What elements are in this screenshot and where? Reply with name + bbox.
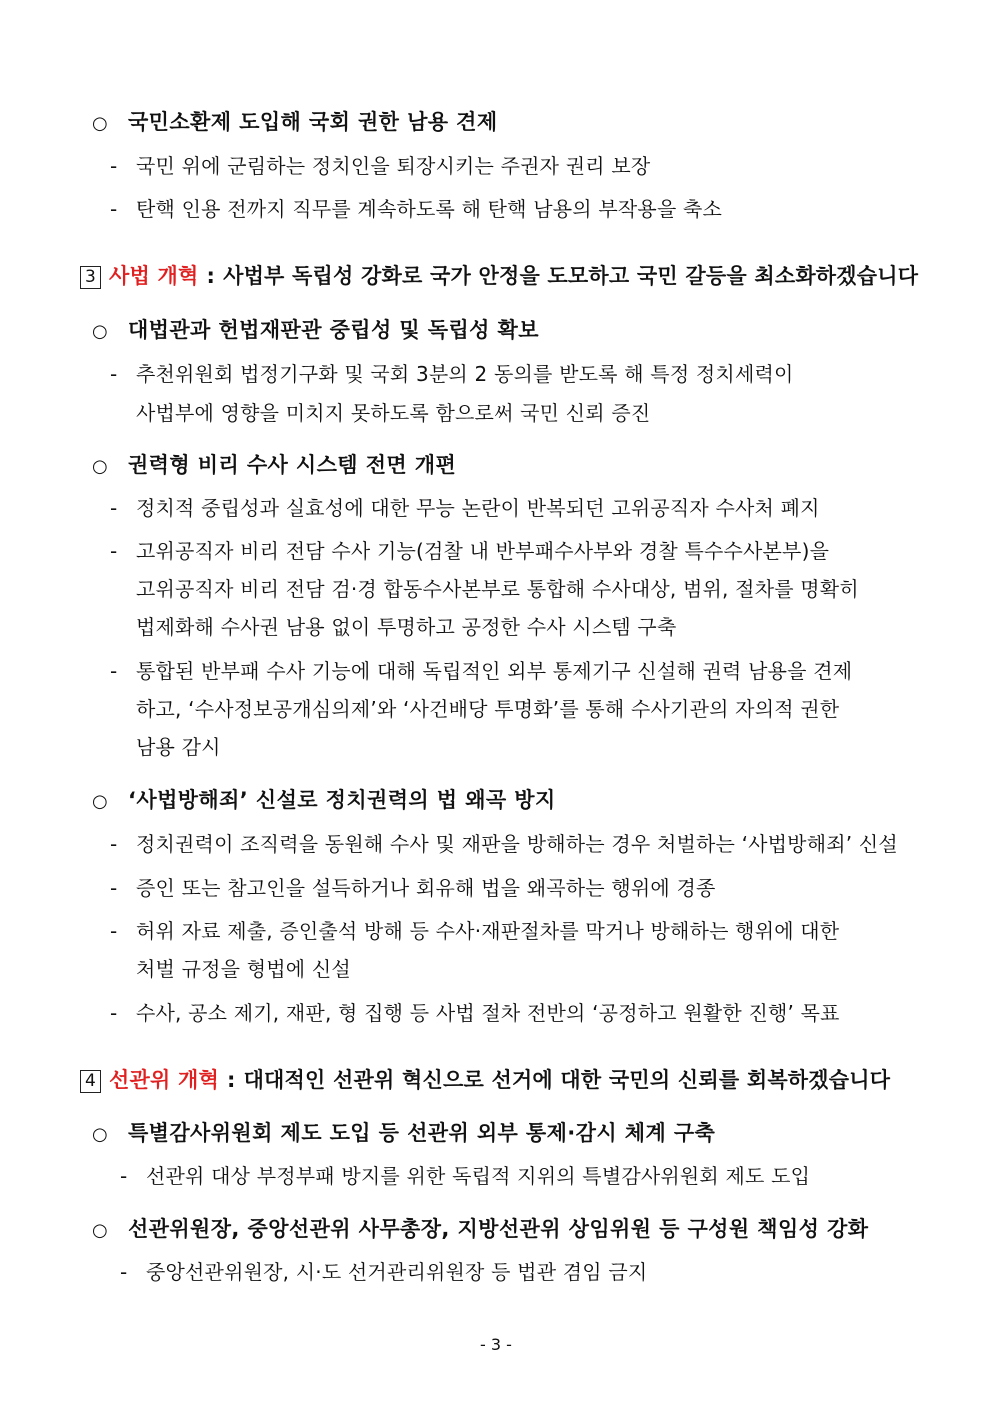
intro-heading-text: 국민소환제 도입해 국회 권한 남용 견제	[128, 110, 498, 134]
list-item-text: 중앙선관위원장, 시·도 선거관리위원장 등 법관 겸임 금지	[146, 1260, 648, 1284]
dash-bullet-icon: -	[120, 1260, 128, 1284]
circle-bullet-icon: ○	[92, 1220, 109, 1241]
section-number-box: 4	[80, 1070, 101, 1093]
list-item	[110, 915, 839, 944]
list-item-text: 국민 위에 군림하는 정치인을 퇴장시키는 주권자 권리 보장	[136, 154, 651, 178]
dash-bullet-icon: -	[110, 539, 118, 563]
circle-bullet-icon: ○	[92, 1124, 109, 1145]
dash-bullet-icon: -	[110, 876, 118, 900]
s3-heading-2-text: 권력형 비리 수사 시스템 전면 개편	[128, 453, 457, 477]
list-item-continuation: 하고, ‘수사정보공개심의제’와 ‘사건배당 투명화’를 통해 수사기관의 자의적 권한	[136, 697, 840, 721]
list-item-text: 추천위원회 법정기구화 및 국회 3분의 2 동의를 받도록 해 특정 정치세력이	[136, 362, 794, 386]
list-item-text: 선관위 대상 부정부패 방지를 위한 독립적 지위의 특별감사위원회 제도 도입	[146, 1164, 811, 1188]
list-item-continuation: 고위공직자 비리 전담 검·경 합동수사본부로 통합해 수사대상, 범위, 절차를 명확히	[136, 577, 859, 601]
list-item-continuation: 남용 감시	[136, 735, 221, 759]
dash-bullet-icon: -	[120, 1164, 128, 1188]
section-3-title: 사법 개혁	[109, 264, 199, 288]
list-item	[120, 1256, 647, 1285]
circle-bullet-icon: ○	[92, 321, 109, 342]
list-item	[110, 492, 820, 521]
list-item	[110, 655, 852, 684]
list-item-continuation: 법제화해 수사권 남용 없이 투명하고 공정한 수사 시스템 구축	[136, 615, 677, 639]
s3-heading-3-text: ‘사법방해죄’ 신설로 정치권력의 법 왜곡 방지	[128, 788, 556, 812]
dash-bullet-icon: -	[110, 154, 118, 178]
dash-bullet-icon: -	[110, 197, 118, 221]
s4-heading-2-text: 선관위원장, 중앙선관위 사무총장, 지방선관위 상임위원 등 구성원 책임성 강화	[128, 1217, 869, 1241]
list-item	[110, 872, 716, 901]
list-item-text: 정치권력이 조직력을 동원해 수사 및 재판을 방해하는 경우 처벌하는 ‘사법방해죄’ 신설	[136, 832, 898, 856]
list-item	[110, 997, 840, 1026]
dash-bullet-icon: -	[110, 1001, 118, 1025]
dash-bullet-icon: -	[110, 832, 118, 856]
section-3-heading	[80, 260, 918, 290]
list-item-text: 통합된 반부패 수사 기능에 대해 독립적인 외부 통제기구 신설해 권력 남용을 견제	[136, 659, 853, 683]
dash-bullet-icon: -	[110, 496, 118, 520]
list-item-continuation: 처벌 규정을 형법에 신설	[136, 957, 351, 981]
section-4-subtitle: 대대적인 선관위 혁신으로 선거에 대한 국민의 신뢰를 회복하겠습니다	[243, 1068, 891, 1092]
section-colon: :	[206, 264, 216, 288]
list-item	[110, 150, 650, 179]
s3-heading-1	[92, 314, 539, 344]
list-item-text: 수사, 공소 제기, 재판, 형 집행 등 사법 절차 전반의 ‘공정하고 원활한 진행’ 목표	[136, 1001, 840, 1025]
section-number-box: 3	[80, 266, 101, 289]
s3-heading-3	[92, 784, 556, 814]
list-item-text: 정치적 중립성과 실효성에 대한 무능 논란이 반복되던 고위공직자 수사처 폐지	[136, 496, 820, 520]
list-item-continuation: 사법부에 영향을 미치지 못하도록 함으로써 국민 신뢰 증진	[136, 401, 651, 425]
section-4-heading	[80, 1064, 890, 1094]
list-item	[120, 1160, 810, 1189]
list-item-text: 증인 또는 참고인을 설득하거나 회유해 법을 왜곡하는 행위에 경종	[136, 876, 716, 900]
s4-heading-1-text: 특별감사위원회 제도 도입 등 선관위 외부 통제·감시 체계 구축	[128, 1121, 716, 1145]
circle-bullet-icon: ○	[92, 456, 109, 477]
s3-heading-2	[92, 449, 456, 479]
list-item-text: 고위공직자 비리 전담 수사 기능(검찰 내 반부패수사부와 경찰 특수수사본부)을	[136, 539, 830, 563]
s4-heading-1	[92, 1117, 715, 1147]
dash-bullet-icon: -	[110, 659, 118, 683]
list-item	[110, 535, 829, 564]
s3-heading-1-text: 대법관과 헌법재판관 중립성 및 독립성 확보	[128, 318, 539, 342]
section-3-subtitle: 사법부 독립성 강화로 국가 안정을 도모하고 국민 갈등을 최소화하겠습니다	[223, 264, 919, 288]
circle-bullet-icon: ○	[92, 113, 109, 134]
list-item	[110, 828, 898, 857]
section-4-title: 선관위 개혁	[109, 1068, 219, 1092]
list-item-text: 허위 자료 제출, 증인출석 방해 등 수사·재판절차를 막거나 방해하는 행위에 대한	[136, 919, 840, 943]
list-item	[110, 358, 794, 387]
list-item	[110, 193, 722, 222]
intro-heading	[92, 106, 498, 136]
list-item-text: 탄핵 인용 전까지 직무를 계속하도록 해 탄핵 남용의 부작용을 축소	[136, 197, 723, 221]
circle-bullet-icon: ○	[92, 791, 109, 812]
s4-heading-2	[92, 1213, 868, 1243]
dash-bullet-icon: -	[110, 362, 118, 386]
page-number: - 3 -	[480, 1335, 512, 1354]
dash-bullet-icon: -	[110, 919, 118, 943]
section-colon: :	[226, 1068, 236, 1092]
